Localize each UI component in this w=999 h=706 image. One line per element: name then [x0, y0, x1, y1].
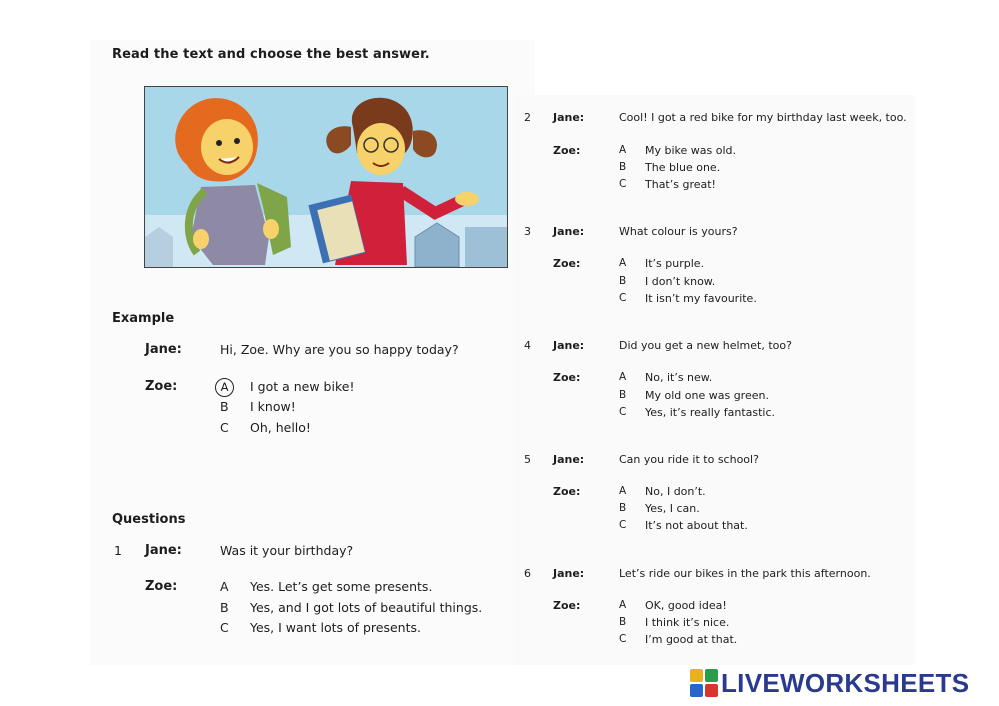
- question-5-jane-line: Can you ride it to school?: [619, 453, 759, 466]
- question-1-letter-b[interactable]: B: [220, 600, 229, 615]
- question-3-letter-b[interactable]: B: [619, 275, 627, 287]
- question-6-option-b: I think it’s nice.: [645, 616, 730, 629]
- example-option-c: Oh, hello!: [250, 420, 311, 435]
- instructions-heading: Read the text and choose the best answer.: [112, 47, 430, 62]
- example-jane-line: Hi, Zoe. Why are you so happy today?: [220, 342, 459, 357]
- question-3-zoe-speaker: Zoe:: [553, 257, 581, 270]
- question-6-letter-c[interactable]: C: [619, 633, 627, 645]
- question-6-option-c: I’m good at that.: [645, 633, 738, 646]
- question-3-number: 3: [524, 225, 531, 238]
- example-jane-speaker: Jane:: [145, 342, 182, 357]
- question-2-jane-line: Cool! I got a red bike for my birthday last week, too.: [619, 111, 907, 124]
- question-5-option-b: Yes, I can.: [645, 502, 700, 515]
- question-2-option-a: My bike was old.: [645, 144, 737, 157]
- liveworksheets-logo-text: LIVEWORKSHEETS: [721, 667, 970, 698]
- question-5-letter-b[interactable]: B: [619, 502, 627, 514]
- question-6-number: 6: [524, 567, 531, 580]
- question-4-jane-line: Did you get a new helmet, too?: [619, 339, 792, 352]
- question-4-zoe-speaker: Zoe:: [553, 371, 581, 384]
- question-4-option-c: Yes, it’s really fantastic.: [645, 406, 776, 419]
- example-letter-c[interactable]: C: [220, 420, 229, 435]
- question-2-option-b: The blue one.: [645, 161, 721, 174]
- question-3-option-c: It isn’t my favourite.: [645, 292, 757, 305]
- question-5-option-c: It’s not about that.: [645, 519, 748, 532]
- question-6-letter-a[interactable]: A: [619, 599, 627, 611]
- illustration-two-girls: [144, 86, 508, 268]
- question-4-letter-a[interactable]: A: [619, 371, 627, 383]
- question-2-jane-speaker: Jane:: [553, 111, 585, 124]
- question-2-zoe-speaker: Zoe:: [553, 144, 581, 157]
- question-3-option-b: I don’t know.: [645, 275, 716, 288]
- question-3-letter-c[interactable]: C: [619, 292, 627, 304]
- questions-label: Questions: [112, 512, 186, 527]
- question-1-zoe-speaker: Zoe:: [145, 579, 178, 594]
- liveworksheets-logo[interactable]: [690, 666, 969, 700]
- example-letter-b[interactable]: B: [220, 399, 229, 414]
- question-6-zoe-speaker: Zoe:: [553, 599, 581, 612]
- question-1-number: 1: [114, 543, 122, 558]
- question-3-option-a: It’s purple.: [645, 257, 705, 270]
- question-5-letter-a[interactable]: A: [619, 485, 627, 497]
- question-4-letter-c[interactable]: C: [619, 406, 627, 418]
- question-2-letter-a[interactable]: A: [619, 144, 627, 156]
- liveworksheets-logo-icon: [690, 669, 718, 697]
- question-2-letter-b[interactable]: B: [619, 161, 627, 173]
- question-1-jane-line: Was it your birthday?: [220, 543, 354, 558]
- question-2-letter-c[interactable]: C: [619, 178, 627, 190]
- question-6-jane-speaker: Jane:: [553, 567, 585, 580]
- question-5-number: 5: [524, 453, 531, 466]
- question-1-letter-c[interactable]: C: [220, 620, 229, 635]
- question-5-option-a: No, I don’t.: [645, 485, 706, 498]
- example-zoe-speaker: Zoe:: [145, 379, 178, 394]
- question-2-option-c: That’s great!: [645, 178, 716, 191]
- question-5-zoe-speaker: Zoe:: [553, 485, 581, 498]
- example-option-a: I got a new bike!: [250, 379, 355, 394]
- question-1-letter-a[interactable]: A: [220, 579, 229, 594]
- question-1-option-c: Yes, I want lots of presents.: [250, 620, 421, 635]
- question-4-jane-speaker: Jane:: [553, 339, 585, 352]
- question-3-jane-line: What colour is yours?: [619, 225, 738, 238]
- question-6-letter-b[interactable]: B: [619, 616, 627, 628]
- question-4-number: 4: [524, 339, 531, 352]
- question-6-jane-line: Let’s ride our bikes in the park this afternoon.: [619, 567, 871, 580]
- question-5-letter-c[interactable]: C: [619, 519, 627, 531]
- question-4-option-b: My old one was green.: [645, 389, 769, 402]
- question-6-option-a: OK, good idea!: [645, 599, 727, 612]
- question-3-letter-a[interactable]: A: [619, 257, 627, 269]
- question-4-option-a: No, it’s new.: [645, 371, 713, 384]
- question-1-jane-speaker: Jane:: [145, 543, 182, 558]
- question-1-option-a: Yes. Let’s get some presents.: [250, 579, 433, 594]
- example-answer-circled-A[interactable]: A: [215, 378, 234, 397]
- question-1-option-b: Yes, and I got lots of beautiful things.: [250, 600, 483, 615]
- question-5-jane-speaker: Jane:: [553, 453, 585, 466]
- question-2-number: 2: [524, 111, 531, 124]
- question-4-letter-b[interactable]: B: [619, 389, 627, 401]
- example-label: Example: [112, 311, 175, 326]
- question-3-jane-speaker: Jane:: [553, 225, 585, 238]
- example-option-b: I know!: [250, 399, 296, 414]
